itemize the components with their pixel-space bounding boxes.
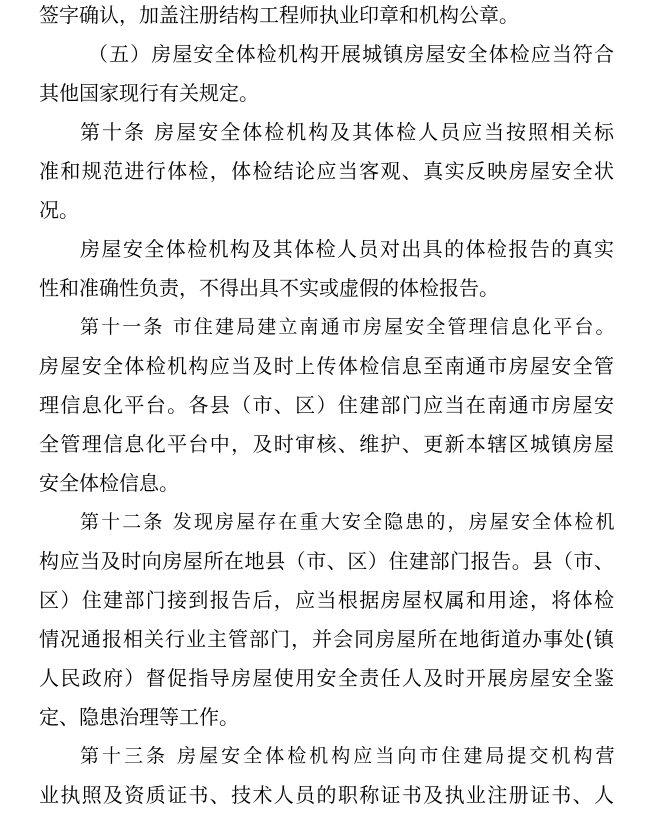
text-line: 房屋安全体检机构应当及时上传体检信息至南通市房屋安全管	[39, 354, 614, 378]
text-line: 房屋安全体检机构及其体检人员对出具的体检报告的真实	[80, 237, 614, 261]
text-line: 全管理信息化平台中，及时审核、维护、更新本辖区城镇房屋	[39, 432, 614, 456]
text-line: 签字确认，加盖注册结构工程师执业印章和机构公章。	[39, 3, 519, 27]
article-heading-line: 第十条 房屋安全体检机构及其体检人员应当按照相关标	[80, 120, 614, 144]
text-line: 况。	[39, 198, 79, 222]
article-heading-line: 第十一条 市住建局建立南通市房屋安全管理信息化平台。	[80, 316, 614, 338]
article-heading-line: 第十二条 发现房屋存在重大安全隐患的，房屋安全体检机	[80, 511, 614, 533]
text-line: 安全体检信息。	[39, 471, 179, 495]
article-heading-line: 第十三条 房屋安全体检机构应当向市住建局提交机构营	[80, 745, 614, 767]
text-line: 其他国家现行有关规定。	[39, 81, 259, 105]
text-line: 业执照及资质证书、技术人员的职称证书及执业注册证书、人	[39, 783, 614, 807]
text-line: 理信息化平台。各县（市、区）住建部门应当在南通市房屋安	[39, 393, 614, 417]
text-line: 性和准确性负责，不得出具不实或虚假的体检报告。	[39, 276, 499, 300]
text-line: 定、隐患治理等工作。	[39, 705, 239, 729]
text-line: 区）住建部门接到报告后，应当根据房屋权属和用途，将体检	[39, 588, 614, 612]
text-line: 构应当及时向房屋所在地县（市、区）住建部门报告。县（市、	[39, 549, 614, 573]
text-line: 准和规范进行体检，体检结论应当客观、真实反映房屋安全状	[39, 159, 614, 183]
text-line: （五）房屋安全体检机构开展城镇房屋安全体检应当符合	[88, 42, 614, 66]
text-line: 情况通报相关行业主管部门，并会同房屋所在地街道办事处(镇	[39, 627, 614, 651]
text-line: 人民政府）督促指导房屋使用安全责任人及时开展房屋安全鉴	[39, 666, 614, 690]
